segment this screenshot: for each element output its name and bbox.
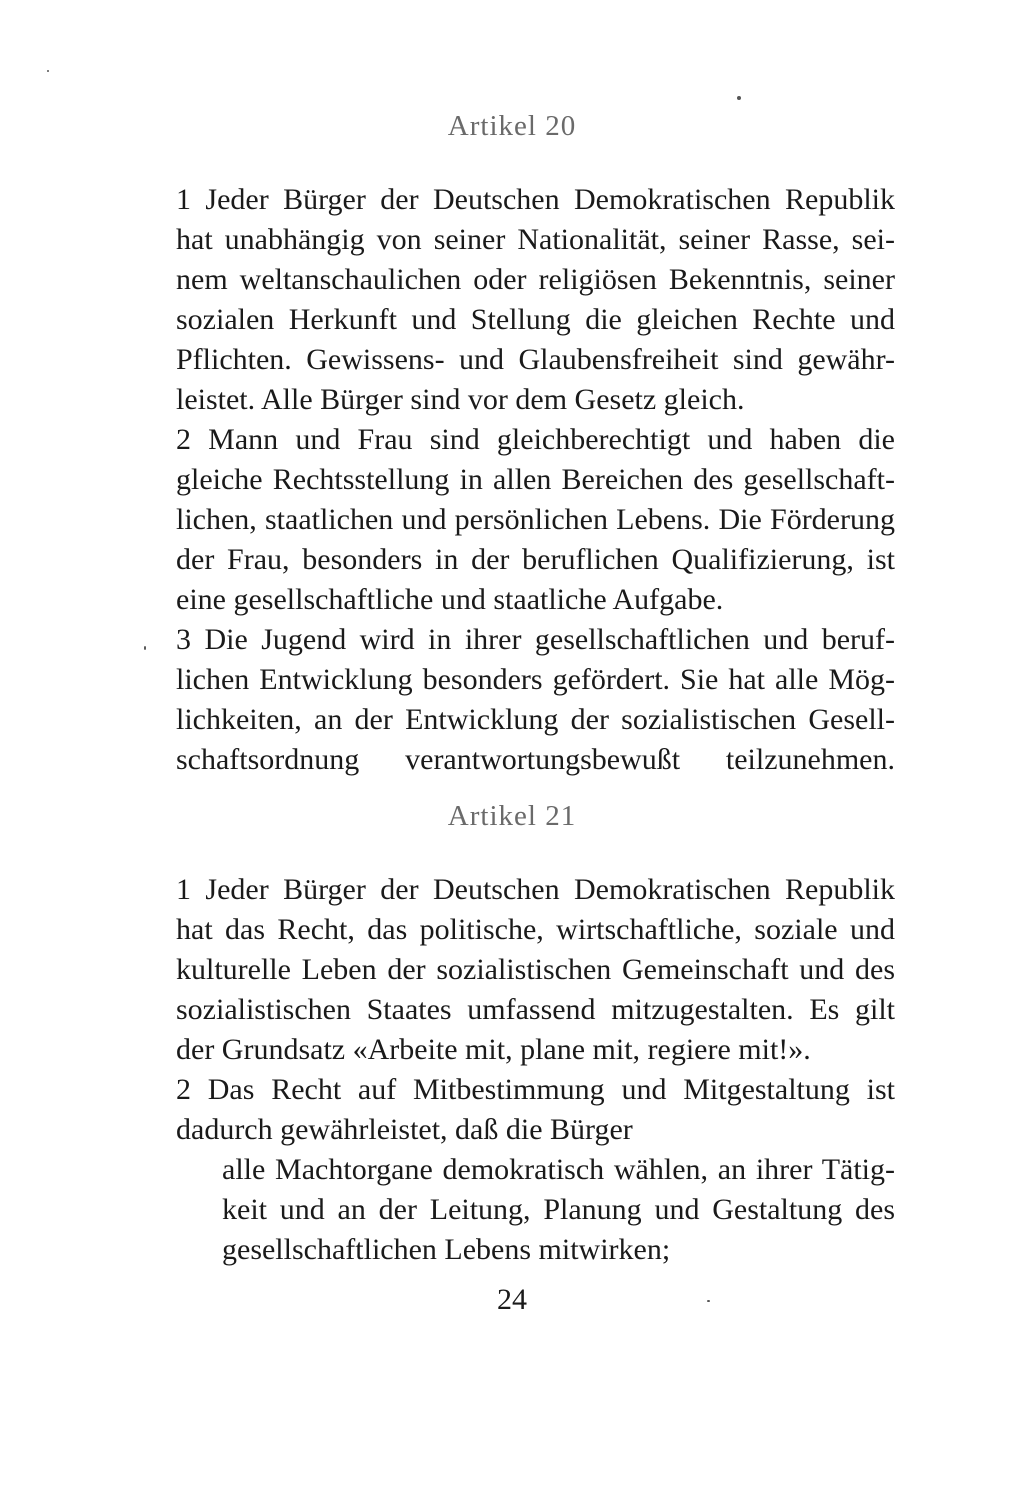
page-number: 24: [497, 1283, 527, 1316]
text-line: sozialistischen Staates umfassend mitzugestalten. Es gilt: [176, 993, 895, 1026]
text-line: gesellschaftlichen Lebens mitwirken;: [222, 1233, 671, 1266]
text-line: dadurch gewährleistet, daß die Bürger: [176, 1113, 633, 1146]
text-line: kulturelle Leben der sozialistischen Gemeinschaft und des: [176, 953, 895, 986]
text-line: eine gesellschaftliche und staatliche Aufgabe.: [176, 583, 724, 616]
text-line: keit und an der Leitung, Planung und Gestaltung des: [222, 1193, 895, 1226]
text-line: 2 Mann und Frau sind gleichberechtigt und haben die: [176, 423, 895, 456]
text-line: Pflichten. Gewissens- und Glaubensfreiheit sind gewähr-: [176, 343, 895, 376]
text-line: leistet. Alle Bürger sind vor dem Gesetz gleich.: [176, 383, 745, 416]
text-line: 1 Jeder Bürger der Deutschen Demokratischen Republik: [176, 873, 895, 906]
text-line: lichen, staatlichen und persönlichen Lebens. Die Förderung: [176, 503, 895, 536]
text-line: schaftsordnung verantwortungsbewußt teilzunehmen.: [176, 743, 895, 776]
text-line: sozialen Herkunft und Stellung die gleichen Rechte und: [176, 303, 895, 336]
text-line: 1 Jeder Bürger der Deutschen Demokratischen Republik: [176, 183, 895, 216]
paper-speck: [47, 70, 49, 72]
text-line: der Grundsatz «Arbeite mit, plane mit, regiere mit!».: [176, 1033, 811, 1066]
paper-speck: [737, 96, 741, 100]
text-line: gleiche Rechtsstellung in allen Bereichen des gesellschaft-: [176, 463, 895, 496]
text-line: lichkeiten, an der Entwicklung der sozialistischen Gesell-: [176, 703, 895, 736]
text-line: der Frau, besonders in der beruflichen Qualifizierung, ist: [176, 543, 895, 576]
paper-speck: [144, 646, 146, 650]
text-line: nem weltanschaulichen oder religiösen Bekenntnis, seiner: [176, 263, 895, 296]
text-line: lichen Entwicklung besonders gefördert. Sie hat alle Mög-: [176, 663, 895, 696]
article-heading: Artikel 20: [447, 110, 577, 142]
text-line: 2 Das Recht auf Mitbestimmung und Mitgestaltung ist: [176, 1073, 895, 1106]
text-line: alle Machtorgane demokratisch wählen, an ihrer Tätig-: [222, 1153, 895, 1186]
text-line: hat unabhängig von seiner Nationalität, seiner Rasse, sei-: [176, 223, 895, 256]
text-line: 3 Die Jugend wird in ihrer gesellschaftlichen und beruf-: [176, 623, 895, 656]
text-line: hat das Recht, das politische, wirtschaftliche, soziale und: [176, 913, 895, 946]
article-heading: Artikel 21: [447, 800, 577, 832]
